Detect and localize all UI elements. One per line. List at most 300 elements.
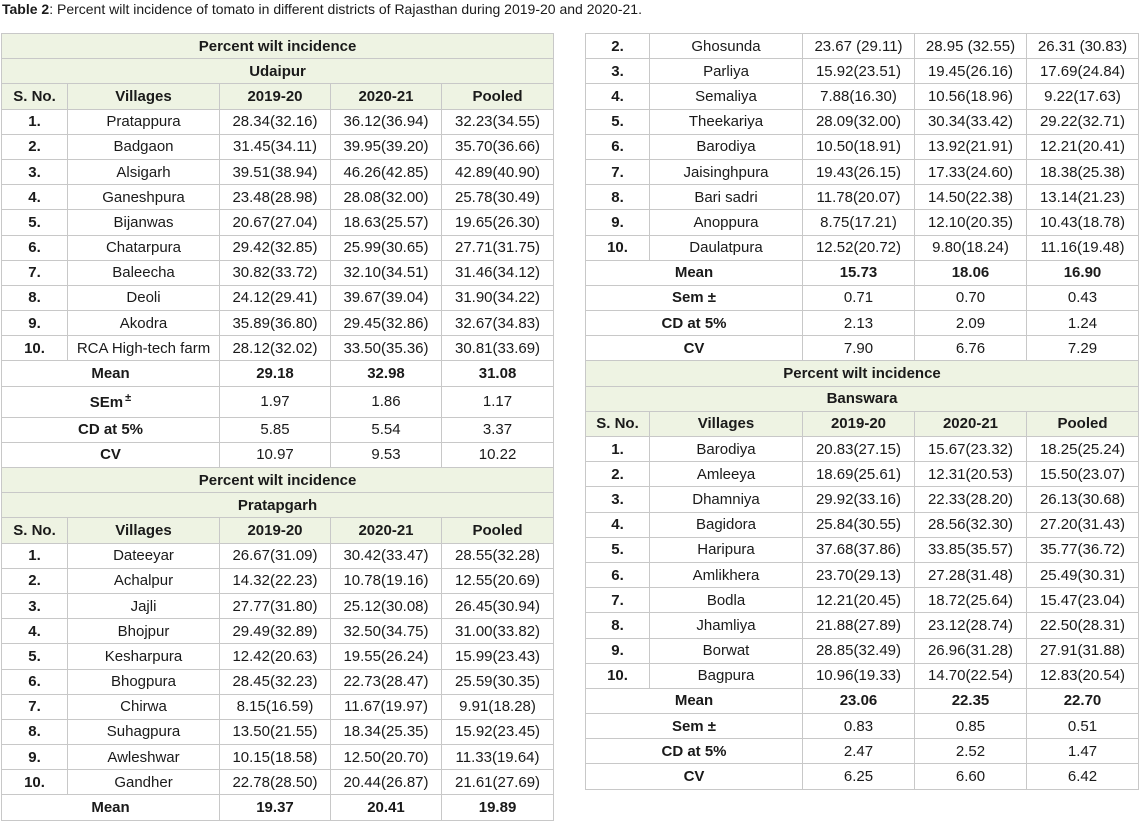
- value-2019-20-cell: 12.21(20.45): [803, 588, 915, 613]
- stat-row-sem: [2, 386, 554, 417]
- sno-cell: 2.: [586, 34, 650, 59]
- stat-2019-20-cell: 10.97: [220, 442, 331, 467]
- value-2020-21-cell: 15.67(23.32): [915, 437, 1027, 462]
- value-2019-20-cell: 27.77(31.80): [220, 593, 331, 618]
- table-row: [586, 462, 1139, 487]
- sno-cell: 1.: [586, 437, 650, 462]
- caption-text: : Percent wilt incidence of tomato in different districts of Rajasthan during 2019-20 and 2020-21.: [49, 1, 642, 17]
- value-2019-20-cell: 19.43(26.15): [803, 159, 915, 184]
- value-pooled-cell: 15.92(23.45): [442, 719, 554, 744]
- village-cell: Daulatpura: [650, 235, 803, 260]
- stat-label-sem: [2, 386, 220, 417]
- stat-pooled-cell: 3.37: [442, 417, 554, 442]
- stat-2019-20-cell: 0.83: [803, 714, 915, 739]
- stat-2020-21-cell: 1.86: [331, 386, 442, 417]
- table-row: [2, 568, 554, 593]
- district-banswara-cell: Banswara: [586, 386, 1139, 411]
- value-2019-20-cell: 21.88(27.89): [803, 613, 915, 638]
- header-sno: S. No.: [2, 84, 68, 109]
- village-cell: Amleeya: [650, 462, 803, 487]
- value-pooled-cell: 21.61(27.69): [442, 770, 554, 795]
- section-title-pratapgarh-cell: Percent wilt incidence: [2, 468, 554, 493]
- value-pooled-cell: 15.50(23.07): [1027, 462, 1139, 487]
- village-cell: Barodiya: [650, 134, 803, 159]
- table-row: [2, 336, 554, 361]
- value-2019-20-cell: 28.45(32.23): [220, 669, 331, 694]
- table-row: [586, 59, 1139, 84]
- section-title-udaipur: [2, 34, 554, 59]
- village-cell: Bijanwas: [68, 210, 220, 235]
- stat-label-text: Sem ±: [671, 289, 717, 307]
- value-2020-21-cell: 14.50(22.38): [915, 185, 1027, 210]
- value-2020-21-cell: 32.10(34.51): [331, 260, 442, 285]
- value-2019-20-cell: 29.92(33.16): [803, 487, 915, 512]
- value-2020-21-cell: 22.73(28.47): [331, 669, 442, 694]
- sno-cell: 4.: [2, 619, 68, 644]
- stat-row-sem: [586, 285, 1139, 310]
- table-row: [586, 512, 1139, 537]
- village-cell: Anoppura: [650, 210, 803, 235]
- table-row: [2, 719, 554, 744]
- stat-2020-21-cell: 0.85: [915, 714, 1027, 739]
- stat-2019-20-cell: 15.73: [803, 260, 915, 285]
- stat-2019-20-cell: 6.25: [803, 764, 915, 789]
- stat-label-mean: [2, 361, 220, 386]
- village-cell: Haripura: [650, 537, 803, 562]
- header-villages: Villages: [68, 518, 220, 543]
- stat-row-mean: [2, 795, 554, 820]
- value-pooled-cell: 29.22(32.71): [1027, 109, 1139, 134]
- village-cell: Deoli: [68, 285, 220, 310]
- village-cell: Bodla: [650, 588, 803, 613]
- value-2020-21-cell: 12.10(20.35): [915, 210, 1027, 235]
- village-cell: RCA High-tech farm: [68, 336, 220, 361]
- value-2020-21-cell: 10.56(18.96): [915, 84, 1027, 109]
- header-2019-20: 2019-20: [220, 518, 331, 543]
- stat-2020-21-cell: 18.06: [915, 260, 1027, 285]
- value-2020-21-cell: 22.33(28.20): [915, 487, 1027, 512]
- value-pooled-cell: 32.23(34.55): [442, 109, 554, 134]
- stat-2019-20-cell: 23.06: [803, 688, 915, 713]
- sno-cell: 6.: [2, 669, 68, 694]
- sno-cell: 5.: [586, 537, 650, 562]
- village-cell: Bhogpura: [68, 669, 220, 694]
- sno-cell: 7.: [2, 694, 68, 719]
- sno-cell: 10.: [2, 336, 68, 361]
- village-cell: Ganeshpura: [68, 185, 220, 210]
- village-cell: Ghosunda: [650, 34, 803, 59]
- sno-cell: 7.: [2, 260, 68, 285]
- sno-cell: 6.: [2, 235, 68, 260]
- value-2019-20-cell: 28.34(32.16): [220, 109, 331, 134]
- village-cell: Chatarpura: [68, 235, 220, 260]
- value-pooled-cell: 32.67(34.83): [442, 311, 554, 336]
- value-2019-20-cell: 18.69(25.61): [803, 462, 915, 487]
- left-table-body: [2, 34, 554, 821]
- village-cell: Alsigarh: [68, 159, 220, 184]
- stat-2019-20-cell: 29.18: [220, 361, 331, 386]
- value-2020-21-cell: 39.95(39.20): [331, 134, 442, 159]
- value-2019-20-cell: 29.49(32.89): [220, 619, 331, 644]
- stat-2020-21-cell: 5.54: [331, 417, 442, 442]
- section-title-udaipur-cell: Percent wilt incidence: [2, 34, 554, 59]
- stat-2020-21-cell: 22.35: [915, 688, 1027, 713]
- value-2020-21-cell: 12.50(20.70): [331, 745, 442, 770]
- value-pooled-cell: 10.43(18.78): [1027, 210, 1139, 235]
- table-row: [586, 663, 1139, 688]
- value-pooled-cell: 26.45(30.94): [442, 593, 554, 618]
- sno-cell: 4.: [2, 185, 68, 210]
- value-2019-20-cell: 10.96(19.33): [803, 663, 915, 688]
- stat-pooled-cell: 1.24: [1027, 311, 1139, 336]
- stat-label-text: CV: [683, 339, 705, 357]
- value-pooled-cell: 25.49(30.31): [1027, 562, 1139, 587]
- village-cell: Bagpura: [650, 663, 803, 688]
- sno-cell: 9.: [586, 638, 650, 663]
- value-2020-21-cell: 23.12(28.74): [915, 613, 1027, 638]
- village-cell: Chirwa: [68, 694, 220, 719]
- value-pooled-cell: 31.00(33.82): [442, 619, 554, 644]
- stat-pooled-cell: 0.51: [1027, 714, 1139, 739]
- right-table: [585, 33, 1139, 790]
- stat-row-sem: [586, 714, 1139, 739]
- value-pooled-cell: 11.16(19.48): [1027, 235, 1139, 260]
- value-pooled-cell: 27.91(31.88): [1027, 638, 1139, 663]
- table-row: [2, 669, 554, 694]
- value-pooled-cell: 42.89(40.90): [442, 159, 554, 184]
- sno-cell: 8.: [586, 185, 650, 210]
- village-cell: Barodiya: [650, 437, 803, 462]
- value-2019-20-cell: 13.50(21.55): [220, 719, 331, 744]
- value-pooled-cell: 9.22(17.63): [1027, 84, 1139, 109]
- value-2020-21-cell: 19.45(26.16): [915, 59, 1027, 84]
- village-cell: Pratappura: [68, 109, 220, 134]
- value-2020-21-cell: 20.44(26.87): [331, 770, 442, 795]
- stat-label-text: CV: [100, 446, 121, 464]
- value-2020-21-cell: 28.95 (32.55): [915, 34, 1027, 59]
- value-2020-21-cell: 32.50(34.75): [331, 619, 442, 644]
- header-pooled: Pooled: [442, 518, 554, 543]
- table-row: [586, 84, 1139, 109]
- stat-label-cv: [586, 764, 803, 789]
- sno-cell: 2.: [2, 134, 68, 159]
- header-villages: Villages: [68, 84, 220, 109]
- header-2019-20: 2019-20: [803, 411, 915, 436]
- table-row: [2, 311, 554, 336]
- stat-label-text: Mean: [674, 692, 714, 710]
- caption-label: Table 2: [2, 1, 50, 17]
- stat-2020-21-cell: 6.76: [915, 336, 1027, 361]
- stat-label-text: Mean: [674, 264, 714, 282]
- value-2019-20-cell: 23.67 (29.11): [803, 34, 915, 59]
- header-pooled: Pooled: [442, 84, 554, 109]
- value-2019-20-cell: 23.70(29.13): [803, 562, 915, 587]
- value-pooled-cell: 15.47(23.04): [1027, 588, 1139, 613]
- sno-cell: 3.: [586, 487, 650, 512]
- village-cell: Jaisinghpura: [650, 159, 803, 184]
- sno-cell: 3.: [2, 593, 68, 618]
- stat-2020-21-cell: 20.41: [331, 795, 442, 820]
- village-cell: Bagidora: [650, 512, 803, 537]
- village-cell: Gandher: [68, 770, 220, 795]
- value-pooled-cell: 35.77(36.72): [1027, 537, 1139, 562]
- value-pooled-cell: 13.14(21.23): [1027, 185, 1139, 210]
- value-2019-20-cell: 28.09(32.00): [803, 109, 915, 134]
- stat-2019-20-cell: 7.90: [803, 336, 915, 361]
- village-cell: Bhojpur: [68, 619, 220, 644]
- value-2020-21-cell: 46.26(42.85): [331, 159, 442, 184]
- sno-cell: 8.: [2, 285, 68, 310]
- sno-cell: 9.: [586, 210, 650, 235]
- stat-label-cd: [586, 311, 803, 336]
- header-2019-20: 2019-20: [220, 84, 331, 109]
- village-cell: Jhamliya: [650, 613, 803, 638]
- table-row: [2, 644, 554, 669]
- stat-pooled-cell: 10.22: [442, 442, 554, 467]
- stat-label-text: CV: [683, 768, 705, 786]
- stat-row-mean: [586, 260, 1139, 285]
- table-row: [2, 619, 554, 644]
- value-2020-21-cell: 17.33(24.60): [915, 159, 1027, 184]
- stat-label-text: CD at 5%: [77, 421, 144, 439]
- table-row: [2, 745, 554, 770]
- table-row: [2, 109, 554, 134]
- stat-row-mean: [586, 688, 1139, 713]
- value-2019-20-cell: 39.51(38.94): [220, 159, 331, 184]
- value-pooled-cell: 26.13(30.68): [1027, 487, 1139, 512]
- value-2019-20-cell: 8.15(16.59): [220, 694, 331, 719]
- value-2019-20-cell: 22.78(28.50): [220, 770, 331, 795]
- value-2019-20-cell: 8.75(17.21): [803, 210, 915, 235]
- value-2020-21-cell: 36.12(36.94): [331, 109, 442, 134]
- value-2020-21-cell: 30.42(33.47): [331, 543, 442, 568]
- stat-row-cv: [2, 442, 554, 467]
- table-row: [586, 562, 1139, 587]
- table-row: [2, 260, 554, 285]
- sno-cell: 4.: [586, 84, 650, 109]
- value-2019-20-cell: 23.48(28.98): [220, 185, 331, 210]
- stat-2020-21-cell: 9.53: [331, 442, 442, 467]
- value-2020-21-cell: 10.78(19.16): [331, 568, 442, 593]
- value-2020-21-cell: 18.72(25.64): [915, 588, 1027, 613]
- stat-label-text: Sem ±: [671, 717, 717, 735]
- stat-2019-20-cell: 19.37: [220, 795, 331, 820]
- table-row: [586, 537, 1139, 562]
- stat-pooled-cell: 31.08: [442, 361, 554, 386]
- village-cell: Badgaon: [68, 134, 220, 159]
- stat-2019-20-cell: 5.85: [220, 417, 331, 442]
- stat-2020-21-cell: 2.09: [915, 311, 1027, 336]
- stat-pooled-cell: 22.70: [1027, 688, 1139, 713]
- value-2020-21-cell: 13.92(21.91): [915, 134, 1027, 159]
- table-row: [586, 134, 1139, 159]
- stat-label-mean: [2, 795, 220, 820]
- district-pratapgarh: [2, 493, 554, 518]
- left-table: [1, 33, 554, 821]
- value-pooled-cell: 17.69(24.84): [1027, 59, 1139, 84]
- value-2019-20-cell: 26.67(31.09): [220, 543, 331, 568]
- value-pooled-cell: 11.33(19.64): [442, 745, 554, 770]
- table-row: [2, 134, 554, 159]
- stat-label-mean: [586, 260, 803, 285]
- sno-cell: 5.: [2, 210, 68, 235]
- value-2020-21-cell: 18.63(25.57): [331, 210, 442, 235]
- village-cell: Dateeyar: [68, 543, 220, 568]
- section-title-pratapgarh: [2, 468, 554, 493]
- value-pooled-cell: 9.91(18.28): [442, 694, 554, 719]
- stat-pooled-cell: 7.29: [1027, 336, 1139, 361]
- right-table-body: [586, 34, 1139, 790]
- value-2020-21-cell: 33.50(35.36): [331, 336, 442, 361]
- table-row: [586, 588, 1139, 613]
- table-row: [586, 159, 1139, 184]
- village-cell: Semaliya: [650, 84, 803, 109]
- column-header-row: [2, 518, 554, 543]
- village-cell: Theekariya: [650, 109, 803, 134]
- sno-cell: 9.: [2, 745, 68, 770]
- stat-label-mean: [586, 688, 803, 713]
- header-2020-21: 2020-21: [915, 411, 1027, 436]
- value-2020-21-cell: 14.70(22.54): [915, 663, 1027, 688]
- stat-pooled-cell: 1.47: [1027, 739, 1139, 764]
- value-2019-20-cell: 25.84(30.55): [803, 512, 915, 537]
- value-pooled-cell: 25.78(30.49): [442, 185, 554, 210]
- sno-cell: 6.: [586, 562, 650, 587]
- sno-cell: 3.: [2, 159, 68, 184]
- value-pooled-cell: 30.81(33.69): [442, 336, 554, 361]
- table-row: [2, 210, 554, 235]
- value-2020-21-cell: 12.31(20.53): [915, 462, 1027, 487]
- sno-cell: 6.: [586, 134, 650, 159]
- table-row: [586, 185, 1139, 210]
- stat-2019-20-cell: 2.13: [803, 311, 915, 336]
- value-2019-20-cell: 10.15(18.58): [220, 745, 331, 770]
- value-2019-20-cell: 37.68(37.86): [803, 537, 915, 562]
- sno-cell: 7.: [586, 159, 650, 184]
- table-row: [2, 235, 554, 260]
- stat-2019-20-cell: 2.47: [803, 739, 915, 764]
- value-pooled-cell: 31.46(34.12): [442, 260, 554, 285]
- village-cell: Kesharpura: [68, 644, 220, 669]
- stat-row-cd: [586, 311, 1139, 336]
- table-row: [2, 770, 554, 795]
- value-2019-20-cell: 20.83(27.15): [803, 437, 915, 462]
- table-row: [586, 235, 1139, 260]
- value-2019-20-cell: 30.82(33.72): [220, 260, 331, 285]
- value-2020-21-cell: 26.96(31.28): [915, 638, 1027, 663]
- value-2019-20-cell: 11.78(20.07): [803, 185, 915, 210]
- sno-cell: 4.: [586, 512, 650, 537]
- sno-cell: 1.: [2, 109, 68, 134]
- sno-cell: 9.: [2, 311, 68, 336]
- sno-cell: 10.: [586, 235, 650, 260]
- header-2020-21: 2020-21: [331, 84, 442, 109]
- table-row: [2, 159, 554, 184]
- value-pooled-cell: 18.38(25.38): [1027, 159, 1139, 184]
- value-2019-20-cell: 7.88(16.30): [803, 84, 915, 109]
- table-row: [586, 487, 1139, 512]
- stat-pooled-cell: 0.43: [1027, 285, 1139, 310]
- value-2019-20-cell: 15.92(23.51): [803, 59, 915, 84]
- stat-label-cv: [586, 336, 803, 361]
- value-pooled-cell: 19.65(26.30): [442, 210, 554, 235]
- sno-cell: 10.: [2, 770, 68, 795]
- value-pooled-cell: 22.50(28.31): [1027, 613, 1139, 638]
- sno-cell: 2.: [586, 462, 650, 487]
- section-title-banswara: [586, 361, 1139, 386]
- value-2019-20-cell: 31.45(34.11): [220, 134, 331, 159]
- stat-2020-21-cell: 2.52: [915, 739, 1027, 764]
- stat-2020-21-cell: 32.98: [331, 361, 442, 386]
- sno-cell: 3.: [586, 59, 650, 84]
- table-row: [586, 613, 1139, 638]
- value-pooled-cell: 27.71(31.75): [442, 235, 554, 260]
- district-udaipur-cell: Udaipur: [2, 59, 554, 84]
- table-row: [586, 638, 1139, 663]
- value-2019-20-cell: 12.42(20.63): [220, 644, 331, 669]
- sno-cell: 8.: [2, 719, 68, 744]
- village-cell: Suhagpura: [68, 719, 220, 744]
- stat-label-sem: [586, 714, 803, 739]
- value-2020-21-cell: 28.56(32.30): [915, 512, 1027, 537]
- header-2020-21: 2020-21: [331, 518, 442, 543]
- value-2019-20-cell: 10.50(18.91): [803, 134, 915, 159]
- value-pooled-cell: 31.90(34.22): [442, 285, 554, 310]
- value-2020-21-cell: 29.45(32.86): [331, 311, 442, 336]
- header-villages: Villages: [650, 411, 803, 436]
- value-pooled-cell: 12.55(20.69): [442, 568, 554, 593]
- district-udaipur: [2, 59, 554, 84]
- stat-label-cd: [2, 417, 220, 442]
- stat-label-text: CD at 5%: [661, 742, 727, 760]
- stat-label-cd: [586, 739, 803, 764]
- village-cell: Jajli: [68, 593, 220, 618]
- value-2019-20-cell: 28.85(32.49): [803, 638, 915, 663]
- header-pooled: Pooled: [1027, 411, 1139, 436]
- column-header-row: [586, 411, 1139, 436]
- table-row: [586, 437, 1139, 462]
- value-2019-20-cell: 28.12(32.02): [220, 336, 331, 361]
- stat-label-cv: [2, 442, 220, 467]
- village-cell: Achalpur: [68, 568, 220, 593]
- value-2020-21-cell: 19.55(26.24): [331, 644, 442, 669]
- sno-cell: 8.: [586, 613, 650, 638]
- value-pooled-cell: 35.70(36.66): [442, 134, 554, 159]
- table-caption: [2, 1, 642, 17]
- value-2019-20-cell: 14.32(22.23): [220, 568, 331, 593]
- table-row: [2, 543, 554, 568]
- value-pooled-cell: 28.55(32.28): [442, 543, 554, 568]
- stat-2019-20-cell: 0.71: [803, 285, 915, 310]
- district-banswara: [586, 386, 1139, 411]
- village-cell: Parliya: [650, 59, 803, 84]
- value-2020-21-cell: 9.80(18.24): [915, 235, 1027, 260]
- table-row: [586, 34, 1139, 59]
- column-header-row: [2, 84, 554, 109]
- stat-pooled-cell: 6.42: [1027, 764, 1139, 789]
- value-2020-21-cell: 27.28(31.48): [915, 562, 1027, 587]
- value-2020-21-cell: 25.12(30.08): [331, 593, 442, 618]
- stat-row-cd: [586, 739, 1139, 764]
- header-sno: S. No.: [586, 411, 650, 436]
- stat-row-mean: [2, 361, 554, 386]
- value-2019-20-cell: 24.12(29.41): [220, 285, 331, 310]
- plus-minus-sup: ±: [125, 392, 132, 405]
- value-2020-21-cell: 18.34(25.35): [331, 719, 442, 744]
- table-row: [2, 285, 554, 310]
- value-2020-21-cell: 33.85(35.57): [915, 537, 1027, 562]
- value-2020-21-cell: 11.67(19.97): [331, 694, 442, 719]
